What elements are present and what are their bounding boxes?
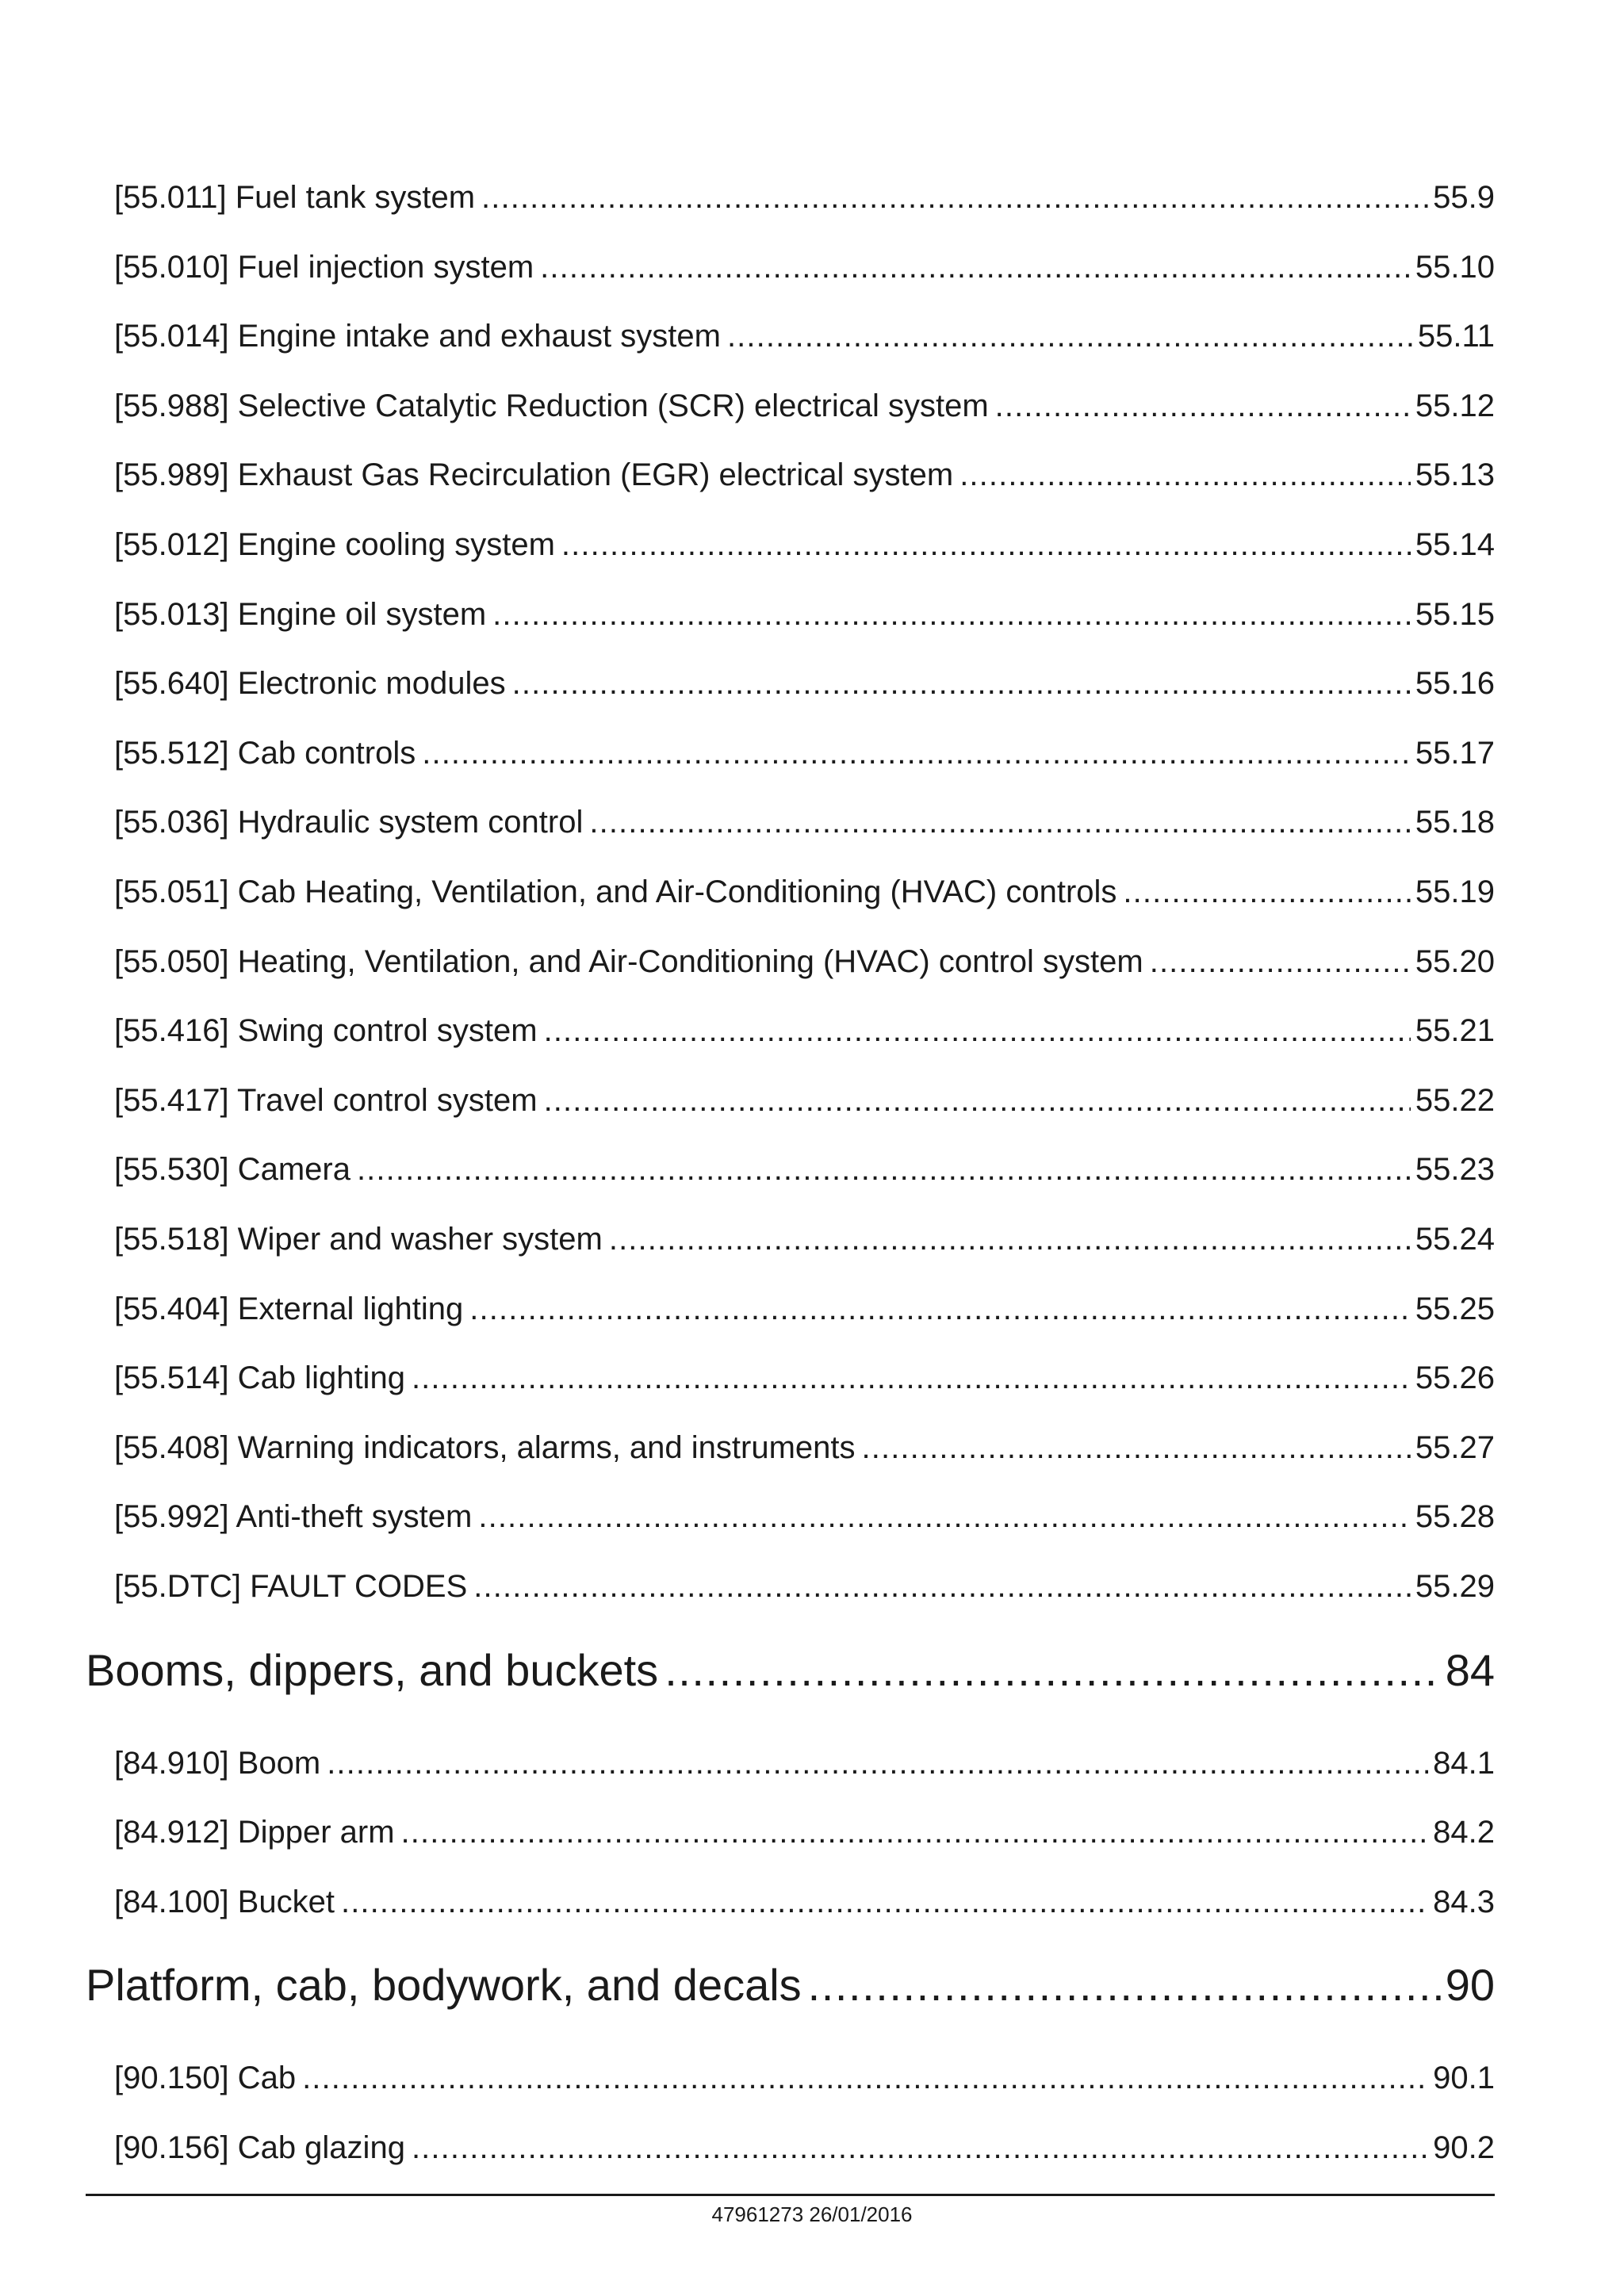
- toc-entry-page-number: 84.2: [1433, 1815, 1495, 1850]
- toc-entry-label: [55.518] Wiper and washer system: [114, 1222, 603, 1257]
- toc-entry[interactable]: [114, 1081, 1495, 1120]
- toc-entry-label: [55.530] Camera: [114, 1152, 350, 1188]
- toc-entry-page-number: 55.22: [1415, 1082, 1495, 1118]
- dot-leader: [512, 664, 1411, 703]
- toc-entry-page-number: 55.16: [1415, 666, 1495, 702]
- dot-leader: [478, 1497, 1411, 1536]
- toc-entry-page-number: 55.11: [1417, 319, 1495, 354]
- dot-leader: [302, 2058, 1428, 2098]
- toc-entry-label: [55.012] Engine cooling system: [114, 527, 555, 562]
- toc-entry-label: [55.404] External lighting: [114, 1291, 464, 1326]
- toc-entry-label: [84.100] Bucket: [114, 1884, 335, 1919]
- toc-entry-label: [55.014] Engine intake and exhaust system: [114, 319, 721, 354]
- toc-entry[interactable]: [114, 733, 1495, 773]
- toc-entry-label: [55.050] Heating, Ventilation, and Air-Conditioning (HVAC) control system: [114, 943, 1143, 979]
- dot-leader: [808, 1957, 1441, 2013]
- toc-entry-label: [55.989] Exhaust Gas Recirculation (EGR) electrical system: [114, 457, 954, 493]
- dot-leader: [357, 1150, 1411, 1189]
- toc-section-heading[interactable]: [86, 1957, 1495, 2013]
- dot-leader: [422, 733, 1411, 773]
- dot-leader: [341, 1882, 1428, 1922]
- toc-entry-label: [55.011] Fuel tank system: [114, 180, 476, 215]
- dot-leader: [481, 178, 1428, 217]
- toc-entry[interactable]: [114, 2128, 1495, 2168]
- toc-entry[interactable]: [114, 1289, 1495, 1329]
- toc-entry-page-number: 55.19: [1415, 874, 1495, 909]
- toc-entry-page-number: 90.1: [1433, 2061, 1495, 2096]
- toc-entry-page-number: 55.14: [1415, 527, 1495, 562]
- toc-entry-page-number: 55.24: [1415, 1222, 1495, 1257]
- dot-leader: [412, 1358, 1411, 1398]
- toc-entry[interactable]: [114, 1428, 1495, 1468]
- dot-leader: [995, 386, 1411, 426]
- toc-entry-label: Platform, cab, bodywork, and decals: [86, 1960, 802, 2011]
- toc-entry-label: [55.036] Hydraulic system control: [114, 805, 584, 840]
- footer-rule: [86, 2194, 1495, 2196]
- dot-leader: [544, 1081, 1411, 1120]
- toc-entry-page-number: 55.27: [1415, 1429, 1495, 1465]
- toc-entry[interactable]: [114, 1150, 1495, 1189]
- toc-entry[interactable]: [114, 247, 1495, 287]
- toc-entry[interactable]: [114, 1882, 1495, 1922]
- toc-entry-label: [55.013] Engine oil system: [114, 596, 487, 632]
- toc-entry-label: [55.992] Anti-theft system: [114, 1499, 473, 1535]
- toc-entry-page-number: 55.15: [1415, 596, 1495, 632]
- toc-entry-label: [55.408] Warning indicators, alarms, and instruments: [114, 1429, 856, 1465]
- toc-entry[interactable]: [114, 316, 1495, 356]
- toc-entry[interactable]: [114, 525, 1495, 564]
- toc-entry-page-number: 55.29: [1415, 1569, 1495, 1604]
- toc-entry-page-number: 55.10: [1415, 249, 1495, 285]
- dot-leader: [727, 316, 1413, 356]
- toc-entry-page-number: 90.2: [1433, 2130, 1495, 2165]
- toc-entry[interactable]: [114, 1743, 1495, 1783]
- dot-leader: [1150, 942, 1411, 982]
- toc-entry[interactable]: [114, 595, 1495, 634]
- toc-entry-page-number: 55.21: [1415, 1013, 1495, 1049]
- dot-leader: [561, 525, 1411, 564]
- toc-entry[interactable]: [114, 386, 1495, 426]
- toc-entry-page-number: 55.12: [1415, 388, 1495, 423]
- toc-entry-label: [55.010] Fuel injection system: [114, 249, 534, 285]
- toc-entry-label: [55.640] Electronic modules: [114, 666, 506, 702]
- dot-leader: [327, 1743, 1428, 1783]
- toc-entry-page-number: 84.3: [1433, 1884, 1495, 1919]
- toc-entry-label: [55.514] Cab lighting: [114, 1360, 405, 1396]
- toc-entry[interactable]: [114, 664, 1495, 703]
- dot-leader: [540, 247, 1411, 287]
- toc-section-heading[interactable]: [86, 1643, 1495, 1698]
- dot-leader: [862, 1428, 1411, 1468]
- toc-entry-label: [55.417] Travel control system: [114, 1082, 538, 1118]
- toc-entry-page-number: 55.25: [1415, 1291, 1495, 1326]
- toc-entry-page-number: 55.13: [1415, 457, 1495, 493]
- dot-leader: [412, 2128, 1428, 2168]
- dot-leader: [959, 455, 1411, 495]
- dot-leader: [492, 595, 1411, 634]
- dot-leader: [544, 1011, 1411, 1050]
- footer-text: 47961273 26/01/2016: [711, 2202, 913, 2226]
- toc-entry[interactable]: [114, 1011, 1495, 1050]
- toc-entry-page-number: 55.23: [1415, 1152, 1495, 1188]
- toc-entry[interactable]: [114, 1358, 1495, 1398]
- toc-entry[interactable]: [114, 1219, 1495, 1259]
- toc-entry-page-number: 55.28: [1415, 1499, 1495, 1535]
- toc-entry-label: [55.988] Selective Catalytic Reduction (SCR) electrical system: [114, 388, 989, 423]
- toc-entry-label: [84.912] Dipper arm: [114, 1815, 395, 1850]
- toc-entry[interactable]: [114, 872, 1495, 912]
- toc-entry-page-number: 55.17: [1415, 735, 1495, 771]
- toc-entry-label: [55.DTC] FAULT CODES: [114, 1569, 468, 1604]
- toc-entry[interactable]: [114, 455, 1495, 495]
- toc-entry[interactable]: [114, 2058, 1495, 2098]
- toc-entry-page-number: 55.9: [1433, 180, 1495, 215]
- toc-entry-page-number: 55.20: [1415, 943, 1495, 979]
- dot-leader: [1123, 872, 1410, 912]
- toc-entry[interactable]: [114, 1812, 1495, 1852]
- toc-entry-label: [84.910] Boom: [114, 1745, 321, 1781]
- toc-entry[interactable]: [114, 942, 1495, 982]
- toc-entry-label: Booms, dippers, and buckets: [86, 1644, 659, 1695]
- toc-entry-label: [55.051] Cab Heating, Ventilation, and Air-Conditioning (HVAC) controls: [114, 874, 1117, 909]
- toc-entry-label: [90.156] Cab glazing: [114, 2130, 405, 2165]
- dot-leader: [473, 1567, 1411, 1606]
- toc-entry-page-number: 55.26: [1415, 1360, 1495, 1396]
- toc-entry-page-number: 55.18: [1415, 805, 1495, 840]
- toc-entry[interactable]: [114, 178, 1495, 217]
- toc-entry[interactable]: [114, 1497, 1495, 1536]
- dot-leader: [469, 1289, 1411, 1329]
- dot-leader: [401, 1812, 1429, 1852]
- toc-entry-page-number: 84: [1445, 1644, 1495, 1695]
- toc-entry[interactable]: [114, 1567, 1495, 1606]
- toc-entry-page-number: 84.1: [1433, 1745, 1495, 1781]
- toc-entry[interactable]: [114, 802, 1495, 842]
- toc-entry-page-number: 90: [1445, 1960, 1495, 2011]
- toc-entry-label: [90.150] Cab: [114, 2061, 297, 2096]
- toc-entry-label: [55.512] Cab controls: [114, 735, 416, 771]
- dot-leader: [665, 1643, 1441, 1698]
- dot-leader: [609, 1219, 1411, 1259]
- dot-leader: [589, 802, 1411, 842]
- toc-entry-label: [55.416] Swing control system: [114, 1013, 538, 1049]
